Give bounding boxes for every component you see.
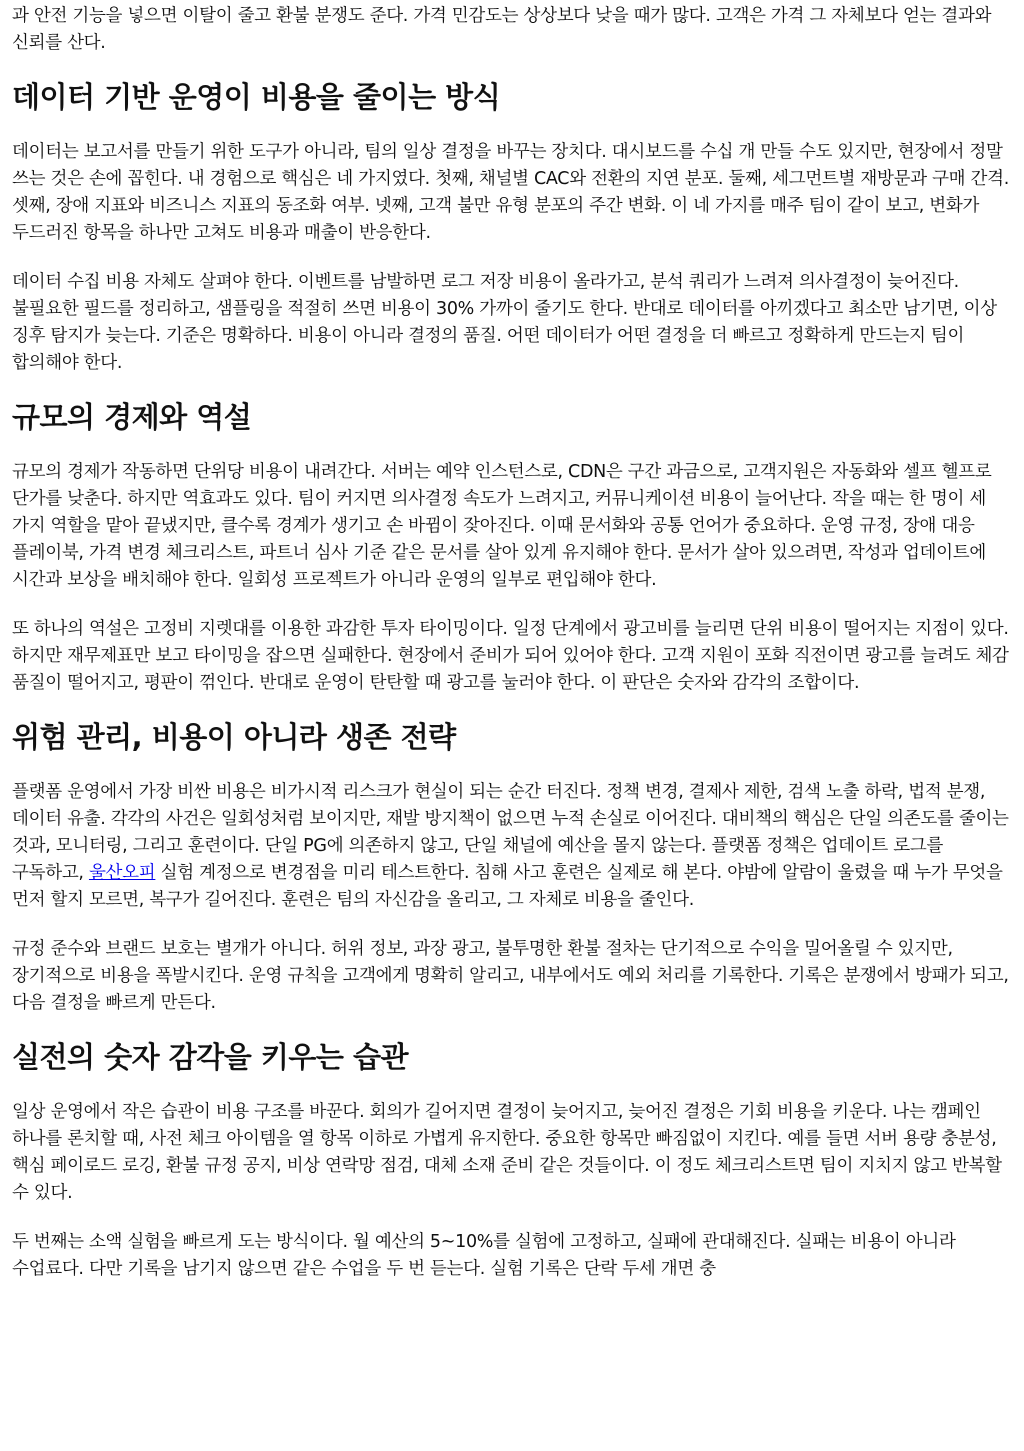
inline-link[interactable]: 울산오피: [88, 863, 156, 883]
paragraph: 규정 준수와 브랜드 보호는 별개가 아니다. 허위 정보, 과장 광고, 불투명한 환불 절차는 단기적으로 수익을 밀어올릴 수 있지만, 장기적으로 비용을 폭발시킨다. 운영 규칙을 고객에게 명확히 알리고, 내부에서도 예외 처리를 기록한다. 기록은 분쟁에서 방패가 되고, 다음 결정을 빠르게 만든다.: [12, 939, 1009, 1013]
paragraph: 두 번째는 소액 실험을 빠르게 도는 방식이다. 월 예산의 5~10%를 실험에 고정하고, 실패에 관대해진다. 실패는 비용이 아니라 수업료다. 다만 기록을 남기지 않으면 같은 수업을 두 번 듣는다. 실험 기록은 단락 두세 개면 충: [12, 1232, 956, 1279]
paragraph: 규모의 경제가 작동하면 단위당 비용이 내려간다. 서버는 예약 인스턴스로, CDN은 구간 과금으로, 고객지원은 자동화와 셀프 헬프로 단가를 낮춘다. 하지만 역효과도 있다. 팀이 커지면 의사결정 속도가 느려지고, 커뮤니케이션 비용이 늘어난다. 작을 때는 한 명이 세 가지 역할을 맡아 끝냈지만, 클수록 경계가 생기고 손 바뀜이 잦아진다. 이때 문서화와 공통 언어가 중요하다. 운영 규정, 장애 대응 플레이북, 가격 변경 체크리스트, 파트너 심사 기준 같은 문서를 살아 있게 유지해야 한다. 문서가 살아 있으려면, 작성과 업데이트에 시간과 보상을 배치해야 한다. 일회성 프로젝트가 아니라 운영의 일부로 편입해야 한다.: [12, 462, 992, 590]
section-heading-economies-of-scale: 규모의 경제와 역설: [12, 400, 252, 434]
section-heading-number-sense: 실전의 숫자 감각을 키우는 습관: [12, 1040, 409, 1074]
paragraph: 데이터 수집 비용 자체도 살펴야 한다. 이벤트를 남발하면 로그 저장 비용이 올라가고, 분석 쿼리가 느려져 의사결정이 늦어진다. 불필요한 필드를 정리하고, 샘플링을 적절히 쓰면 비용이 30% 가까이 줄기도 한다. 반대로 데이터를 아끼겠다고 최소만 남기면, 이상 징후 탐지가 늦는다. 기준은 명확하다. 비용이 아니라 결정의 품질. 어떤 데이터가 어떤 결정을 더 빠르고 정확하게 만드는지 팀이 합의해야 한다.: [12, 272, 997, 373]
section-heading-data-ops: 데이터 기반 운영이 비용을 줄이는 방식: [12, 80, 501, 114]
paragraph-with-link: [12, 779, 1012, 914]
article: [0, 3, 1024, 1283]
section-heading-risk-management: 위험 관리, 비용이 아니라 생존 전략: [12, 720, 456, 754]
paragraph: 데이터는 보고서를 만들기 위한 도구가 아니라, 팀의 일상 결정을 바꾸는 장치다. 대시보드를 수십 개 만들 수도 있지만, 현장에서 정말 쓰는 것은 손에 꼽힌다. 내 경험으로 핵심은 네 가지였다. 첫째, 채널별 CAC와 전환의 지연 분포. 둘째, 세그먼트별 재방문과 구매 간격. 셋째, 장애 지표와 비즈니스 지표의 동조화 여부. 넷째, 고객 불만 유형 분포의 주간 변화. 이 네 가지를 매주 팀이 같이 보고, 변화가 두드러진 항목을 하나만 고쳐도 비용과 매출이 반응한다.: [12, 142, 1010, 243]
paragraph-text: 플랫폼 운영에서 가장 비싼 비용은 비가시적 리스크가 현실이 되는 순간 터진다. 정책 변경, 결제사 제한, 검색 노출 하락, 법적 분쟁, 데이터 유출. 각각의 사건은 일회성처럼 보이지만, 재발 방지책이 없으면 누적 손실로 이어진다. 대비책의 핵심은 단일 의존도를 줄이는 것과, 모니터링, 그리고 훈련이다. 단일 PG에 의존하지 않고, 단일 채널에 예산을 몰지 않는다. 플랫폼 정책은 업데이트 로그를 구독하고,: [12, 782, 1009, 883]
paragraph: 또 하나의 역설은 고정비 지렛대를 이용한 과감한 투자 타이밍이다. 일정 단계에서 광고비를 늘리면 단위 비용이 떨어지는 지점이 있다. 하지만 재무제표만 보고 타이밍을 잡으면 실패한다. 현장에서 준비가 되어 있어야 한다. 고객 지원이 포화 직전이면 광고를 늘려도 체감 품질이 떨어지고, 평판이 꺾인다. 반대로 운영이 탄탄할 때 광고를 눌러야 한다. 이 판단은 숫자와 감각의 조합이다.: [12, 619, 1009, 693]
paragraph: 일상 운영에서 작은 습관이 비용 구조를 바꾼다. 회의가 길어지면 결정이 늦어지고, 늦어진 결정은 기회 비용을 키운다. 나는 캠페인 하나를 론치할 때, 사전 체크 아이템을 열 항목 이하로 가볍게 유지한다. 중요한 항목만 빠짐없이 지킨다. 예를 들면 서버 용량 충분성, 핵심 페이로드 로깅, 환불 규정 공지, 비상 연락망 점검, 대체 소재 준비 같은 것들이다. 이 정도 체크리스트면 팀이 지치지 않고 반복할 수 있다.: [12, 1102, 1002, 1203]
intro-paragraph: 과 안전 기능을 넣으면 이탈이 줄고 환불 분쟁도 준다. 가격 민감도는 상상보다 낮을 때가 많다. 고객은 가격 그 자체보다 얻는 결과와 신뢰를 산다.: [12, 6, 992, 53]
paragraph-text: 실험 계정으로 변경점을 미리 테스트한다. 침해 사고 훈련은 실제로 해 본다. 야밤에 알람이 울렸을 때 누가 무엇을 먼저 할지 모르면, 복구가 길어진다. 훈련은 팀의 자신감을 올리고, 그 자체로 비용을 줄인다.: [12, 863, 1003, 910]
